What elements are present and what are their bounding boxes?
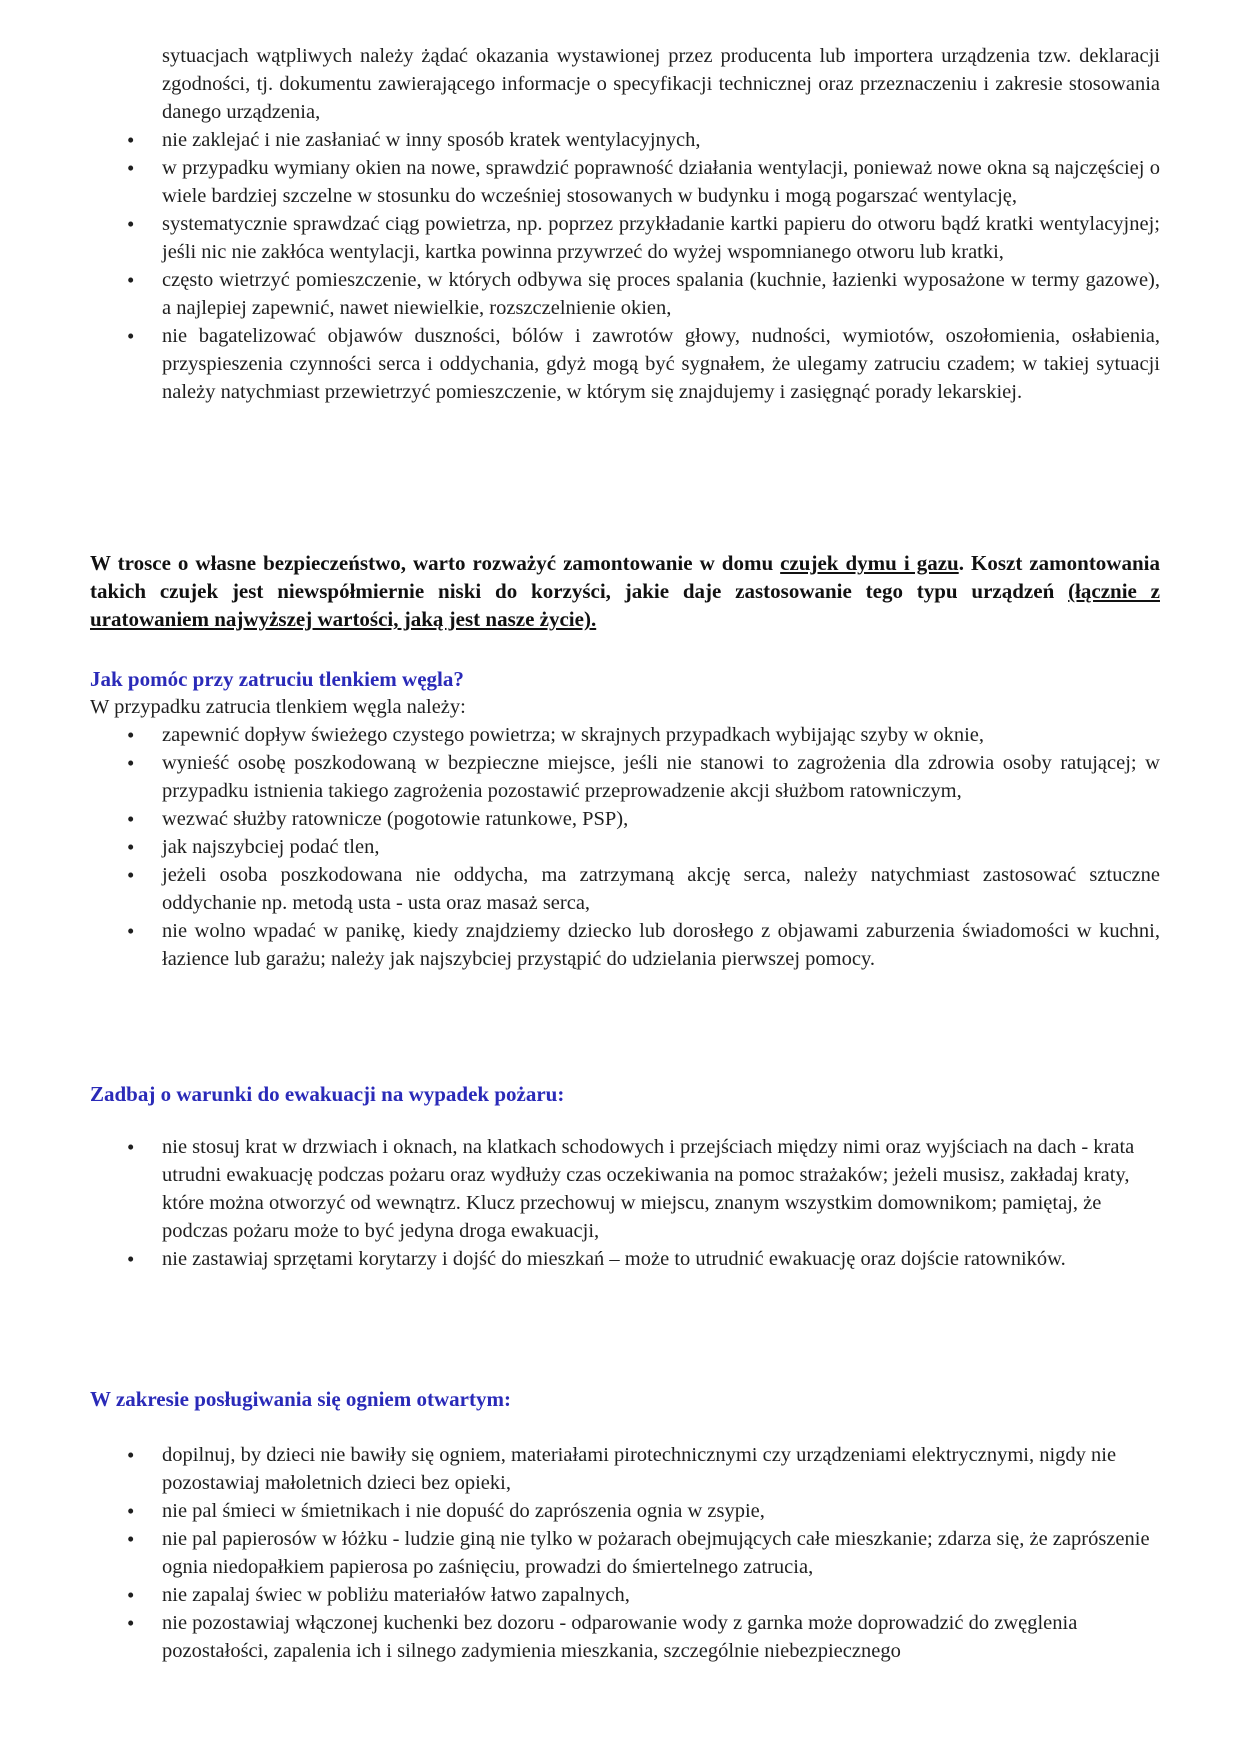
ventilation-list-block [90, 42, 1160, 406]
open-fire-heading-block [90, 1385, 1160, 1413]
section-heading: Jak pomóc przy zatruciu tlenkiem węgla? [90, 667, 464, 691]
notice-text-1: W trosce o własne bezpieczeństwo, warto rozważyć zamontowanie w domu [90, 551, 781, 575]
list-item: • nie pal śmieci w śmietnikach i nie dopuść do zaprószenia ognia w zsypie, [90, 1497, 1160, 1525]
notice-underlined-detectors: czujek dymu i gazu [780, 551, 959, 575]
list-item: • nie zastawiaj sprzętami korytarzy i dojść do mieszkań – może to utrudnić ewakuację oraz dojście ratowników. [90, 1245, 1160, 1273]
section-heading: Zadbaj o warunki do ewakuacji na wypadek pożaru: [90, 1082, 565, 1106]
detector-notice [90, 549, 1160, 633]
list-item: • jak najszybciej podać tlen, [90, 833, 1160, 861]
list-item: • nie pal papierosów w łóżku - ludzie giną nie tylko w pożarach obejmujących całe mieszkanie; zdarza się, że zaprószenie ognia niedopałkiem papierosa po zaśnięciu, prowadzi do śmiertelnego zatrucia, [90, 1525, 1160, 1581]
list-item: • nie zaklejać i nie zasłaniać w inny sposób kratek wentylacyjnych, [90, 126, 1160, 154]
list-item: • wynieść osobę poszkodowaną w bezpieczne miejsce, jeśli nie stanowi to zagrożenia dla zdrowia osoby ratującej; w przypadku istnienia takiego zagrożenia pozostawić przeprowadzenie akcji służbom ratowniczym, [90, 749, 1160, 805]
list-item: • w przypadku wymiany okien na nowe, sprawdzić poprawność działania wentylacji, ponieważ nowe okna są najczęściej o wiele bardziej szczelne w stosunku do wcześniej stosowanych w budynku i mogą pogarszać wentylację, [90, 154, 1160, 210]
list-item: • jeżeli osoba poszkodowana nie oddycha, ma zatrzymaną akcję serca, należy natychmiast zastosować sztuczne oddychanie np. metodą usta - usta oraz masaż serca, [90, 861, 1160, 917]
list-item: • wezwać służby ratownicze (pogotowie ratunkowe, PSP), [90, 805, 1160, 833]
list-item: • nie wolno wpadać w panikę, kiedy znajdziemy dziecko lub dorosłego z objawami zaburzenia świadomości w kuchni, łazience lub garażu; należy jak najszybciej przystąpić do udzielania pierwszej pomocy. [90, 917, 1160, 973]
list-item: • nie stosuj krat w drzwiach i oknach, na klatkach schodowych i przejściach między nimi oraz wyjściach na dach - krata utrudni ewakuację podczas pożaru oraz wydłuży czas oczekiwania na pomoc strażaków; jeżeli musisz, zakładaj kraty, które można otworzyć od wewnątrz. Klucz przechowuj w miejscu, znanym wszystkim domownikom; pamiętaj, że podczas pożaru może to być jedyna droga ewakuacji, [90, 1133, 1160, 1245]
open-fire-list-block [90, 1441, 1160, 1665]
list-item: • nie pozostawiaj włączonej kuchenki bez dozoru - odparowanie wody z garnka może doprowadzić do zwęglenia pozostałości, zapalenia ich i silnego zadymienia mieszkania, szczególnie niebezpiecznego [90, 1609, 1160, 1665]
evacuation-list-block [90, 1133, 1160, 1273]
list-item: • nie bagatelizować objawów duszności, bólów i zawrotów głowy, nudności, wymiotów, oszołomienia, osłabienia, przyspieszenia czynności serca i oddychania, gdyż mogą być sygnałem, że ulegamy zatruciu czadem; w takiej sytuacji należy natychmiast przewietrzyć pomieszczenie, w którym się znajdujemy i zasięgnąć porady lekarskiej. [90, 322, 1160, 406]
notice-text-2: . Koszt zamontowania takich czujek jest niewspółmiernie niski do korzyści, jakie daje zastosowanie tego typu urządzeń [90, 551, 1160, 603]
list-item-continuation: sytuacjach wątpliwych należy żądać okazania wystawionej przez producenta lub importera urządzenia tzw. deklaracji zgodności, tj. dokumentu zawierającego informacje o specyfikacji technicznej oraz przeznaczeniu i zakresie stosowania danego urządzenia, [162, 45, 1160, 123]
list-item: • często wietrzyć pomieszczenie, w których odbywa się proces spalania (kuchnie, łazienki wyposażone w termy gazowe), a najlepiej zapewnić, nawet niewielkie, rozszczelnienie okien, [90, 266, 1160, 322]
list-item: • dopilnuj, by dzieci nie bawiły się ogniem, materiałami pirotechnicznymi czy urządzeniami elektrycznymi, nigdy nie pozostawiaj małoletnich dzieci bez opieki, [90, 1441, 1160, 1497]
section-heading: W zakresie posługiwania się ogniem otwartym: [90, 1387, 511, 1411]
list-item: • zapewnić dopływ świeżego czystego powietrza; w skrajnych przypadkach wybijając szyby w oknie, [90, 721, 1160, 749]
section-intro: W przypadku zatrucia tlenkiem węgla należy: [90, 696, 466, 718]
notice-underlined-life: (łącznie z uratowaniem najwyższej wartości, jaką jest nasze życie). [90, 579, 1160, 631]
co-poisoning-section [90, 665, 1160, 973]
evacuation-heading-block [90, 1080, 1160, 1108]
list-item: • nie zapalaj świec w pobliżu materiałów łatwo zapalnych, [90, 1581, 1160, 1609]
list-item: • systematycznie sprawdzać ciąg powietrza, np. poprzez przykładanie kartki papieru do otworu bądź kratki wentylacyjnej; jeśli nic nie zakłóca wentylacji, kartka powinna przywrzeć do wyżej wspomnianego otworu lub kratki, [90, 210, 1160, 266]
